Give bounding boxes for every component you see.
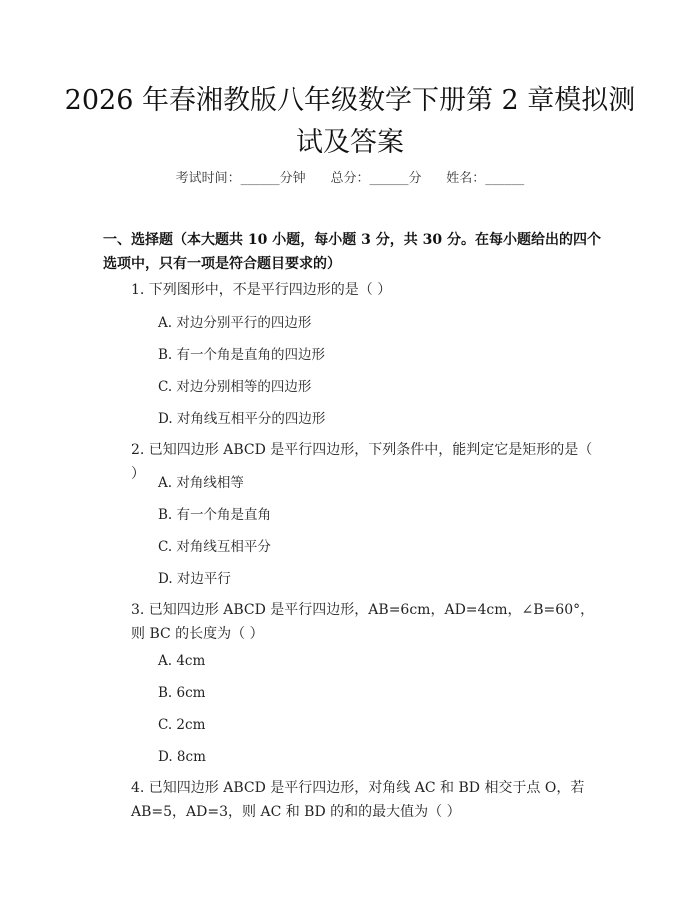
- question-1-option-b: B. 有一个角是直角的四边形: [158, 347, 326, 363]
- question-1: [103, 278, 603, 302]
- student-name: 姓名：______: [446, 171, 525, 186]
- question-3-option-a: A. 4cm: [158, 653, 206, 669]
- total-score: 总分：______分: [330, 171, 422, 186]
- question-1-option-c: C. 对边分别相等的四边形: [158, 379, 312, 395]
- question-3: [103, 598, 603, 646]
- question-2-option-b: B. 有一个角是直角: [158, 507, 272, 523]
- question-2-option-c: C. 对角线互相平分: [158, 539, 271, 555]
- exam-time: 考试时间：______分钟: [175, 171, 306, 186]
- question-stem: 2. 已知四边形 ABCD 是平行四边形，下列条件中，能判定它是矩形的是（ ）: [131, 442, 593, 482]
- question-stem: 3. 已知四边形 ABCD 是平行四边形，AB=6cm，AD=4cm，∠B=60°，则 BC 的长度为（ ）: [131, 602, 595, 642]
- question-3-option-c: C. 2cm: [158, 717, 206, 733]
- question-stem: 4. 已知四边形 ABCD 是平行四边形，对角线 AC 和 BD 相交于点 O，若 AB=5，AD=3，则 AC 和 BD 的和的最大值为（ ）: [131, 780, 585, 820]
- question-3-option-d: D. 8cm: [158, 749, 206, 765]
- document-title: 2026 年春湘教版八年级数学下册第 2 章模拟测试及答案: [64, 85, 636, 158]
- question-1-option-a: A. 对边分别平行的四边形: [158, 315, 312, 331]
- exam-info-line: [0, 167, 700, 186]
- question-4: [103, 776, 603, 824]
- question-stem: 1. 下列图形中，不是平行四边形的是（ ）: [131, 282, 392, 298]
- question-2-option-d: D. 对边平行: [158, 571, 231, 587]
- section-heading: 一、选择题（本大题共 10 小题，每小题 3 分，共 30 分。在每小题给出的四个选项中，只有一项是符合题目要求的）: [103, 232, 601, 272]
- question-2-option-a: A. 对角线相等: [158, 475, 244, 491]
- question-3-option-b: B. 6cm: [158, 685, 206, 701]
- question-1-option-d: D. 对角线互相平分的四边形: [158, 411, 326, 427]
